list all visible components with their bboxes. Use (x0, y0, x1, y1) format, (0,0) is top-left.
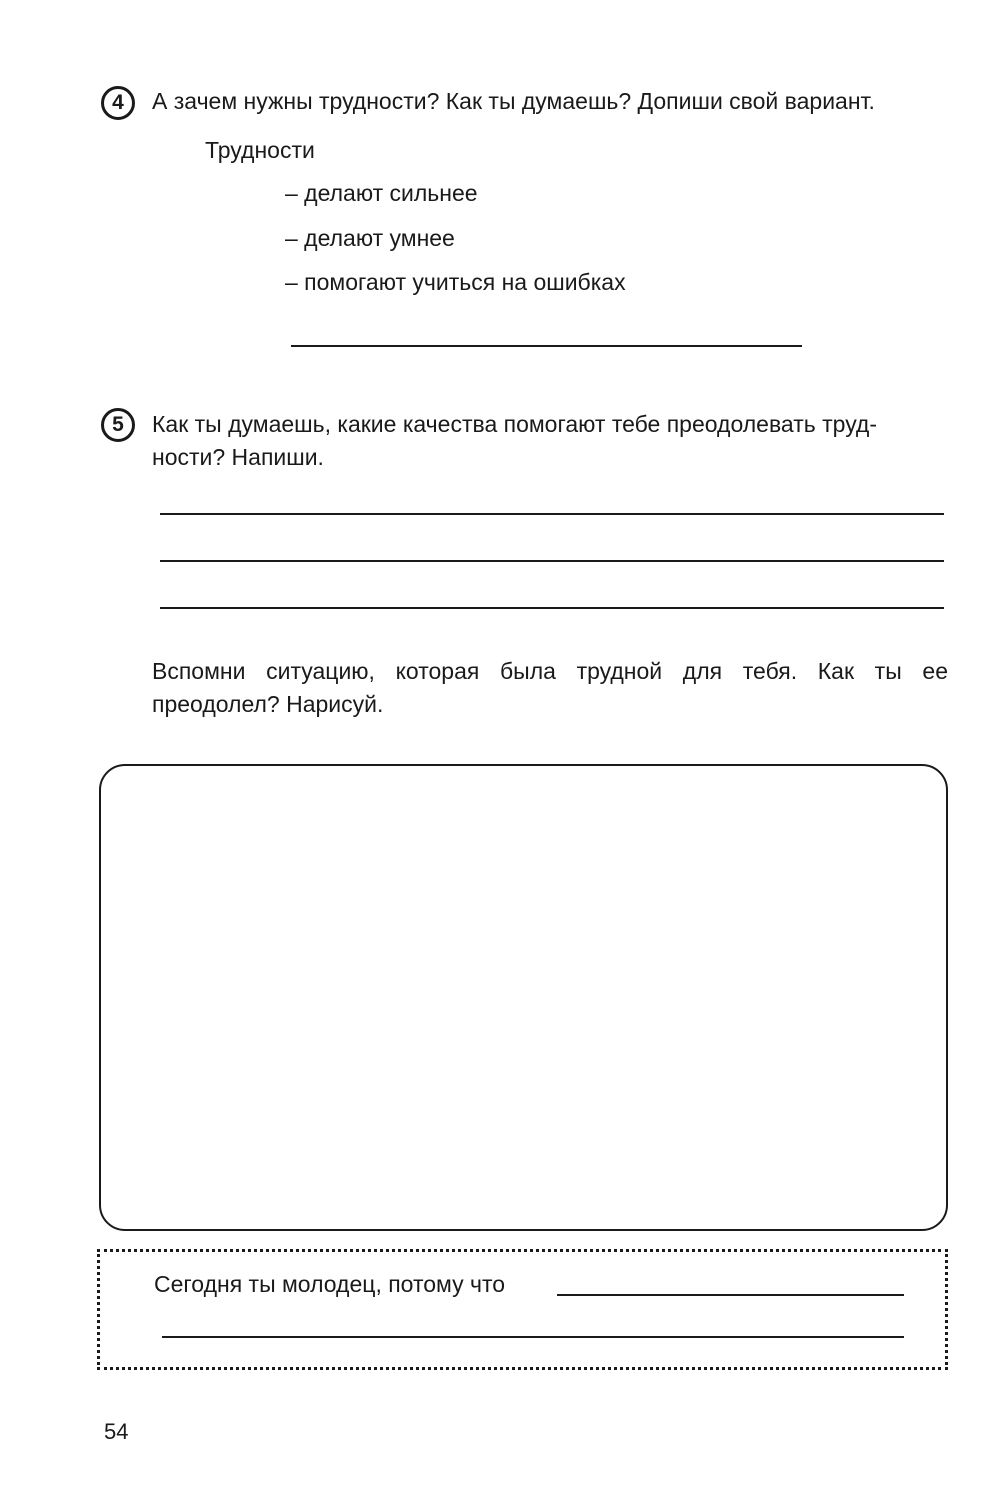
page-number: 54 (104, 1419, 129, 1444)
task4-option: – помогают учиться на ошибках (285, 269, 626, 295)
task5-answer-line[interactable] (160, 560, 944, 562)
task4-option: – делают умнее (285, 225, 455, 251)
task-number-badge: 5 (101, 408, 135, 442)
task4-answer-line[interactable] (291, 345, 802, 347)
task5-answer-line[interactable] (160, 513, 944, 515)
praise-answer-line[interactable] (162, 1336, 904, 1338)
praise-answer-line[interactable] (557, 1294, 904, 1296)
drawing-task-instruction-line1: Вспомни ситуацию, которая была трудной для тебя. Как ты ее (152, 658, 948, 684)
task4-option: – делают сильнее (285, 180, 478, 206)
drawing-area[interactable] (99, 764, 948, 1231)
task5-question-line2: ности? Напиши. (152, 444, 324, 470)
task5-question-line1: Как ты думаешь, какие качества помогают тебе преодолевать труд- (152, 411, 878, 437)
task5-answer-line[interactable] (160, 607, 944, 609)
task4-heading: Трудности (205, 137, 315, 163)
praise-text: Сегодня ты молодец, потому что (154, 1271, 506, 1297)
praise-box (97, 1249, 948, 1370)
task4-question: А зачем нужны трудности? Как ты думаешь? Допиши свой вариант. (152, 88, 875, 114)
drawing-task-instruction-line2: преодолел? Нарисуй. (152, 691, 384, 717)
task-number-badge: 4 (101, 86, 135, 120)
